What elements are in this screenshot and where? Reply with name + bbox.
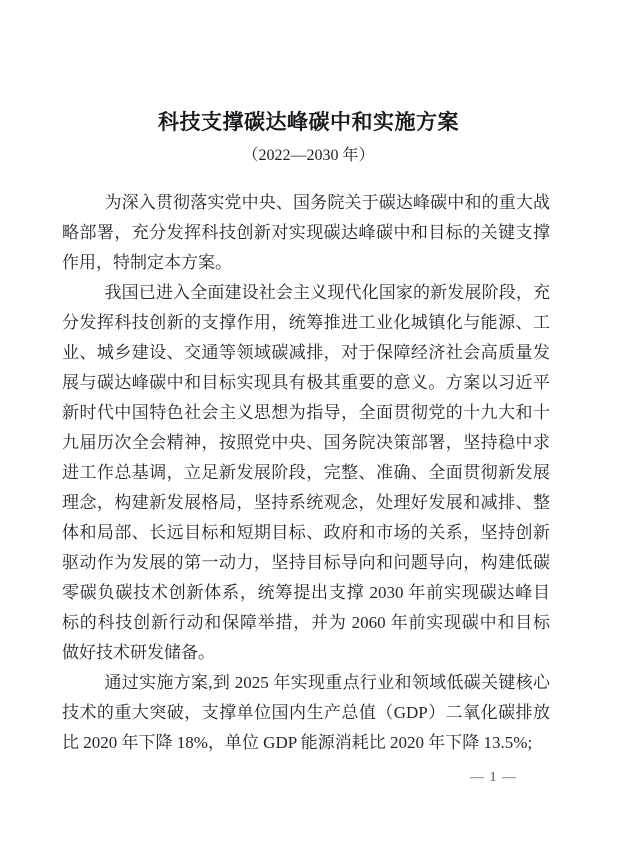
body-line: 做好技术研发储备。	[62, 643, 215, 662]
page-number: — 1 —	[470, 770, 517, 785]
body-line: 零碳负碳技术创新体系，统筹提出支撑 2030 年前实现碳达峰目	[62, 583, 550, 602]
body-line: 标的科技创新行动和保障举措，并为 2060 年前实现碳中和目标	[62, 613, 550, 632]
body-line: 业、城乡建设、交通等领域碳减排，对于保障经济社会高质量发	[62, 343, 550, 362]
document-subtitle: （2022—2030 年）	[242, 147, 375, 164]
body-line: 进工作总基调，立足新发展阶段，完整、准确、全面贯彻新发展	[62, 463, 550, 482]
document-title: 科技支撑碳达峰碳中和实施方案	[158, 110, 459, 134]
body-line: 新时代中国特色社会主义思想为指导，全面贯彻党的十九大和十	[62, 403, 550, 422]
body-line: 我国已进入全面建设社会主义现代化国家的新发展阶段，充	[104, 283, 550, 302]
document-body	[62, 188, 550, 758]
body-line: 为深入贯彻落实党中央、国务院关于碳达峰碳中和的重大战	[104, 193, 550, 212]
body-line: 体和局部、长远目标和短期目标、政府和市场的关系，坚持创新	[62, 523, 550, 542]
body-line: 驱动作为发展的第一动力，坚持目标导向和问题导向，构建低碳	[62, 553, 550, 572]
body-line: 作用，特制定本方案。	[62, 253, 232, 272]
body-line: 理念，构建新发展格局，坚持系统观念，处理好发展和减排、整	[62, 493, 550, 512]
paragraph	[62, 278, 550, 668]
paragraph	[62, 188, 550, 278]
body-line: 比 2020 年下降 18%，单位 GDP 能源消耗比 2020 年下降 13.5%;	[62, 733, 533, 752]
body-line: 展与碳达峰碳中和目标实现具有极其重要的意义。方案以习近平	[62, 373, 550, 392]
body-line: 通过实施方案,到 2025 年实现重点行业和领域低碳关键核心	[104, 673, 550, 692]
body-line: 分发挥科技创新的支撑作用，统筹推进工业化城镇化与能源、工	[62, 313, 550, 332]
body-line: 技术的重大突破，支撑单位国内生产总值（GDP）二氧化碳排放	[62, 703, 550, 722]
body-line: 略部署，充分发挥科技创新对实现碳达峰碳中和目标的关键支撑	[62, 223, 550, 242]
paragraph	[62, 668, 550, 758]
body-line: 九届历次全会精神，按照党中央、国务院决策部署，坚持稳中求	[62, 433, 550, 452]
